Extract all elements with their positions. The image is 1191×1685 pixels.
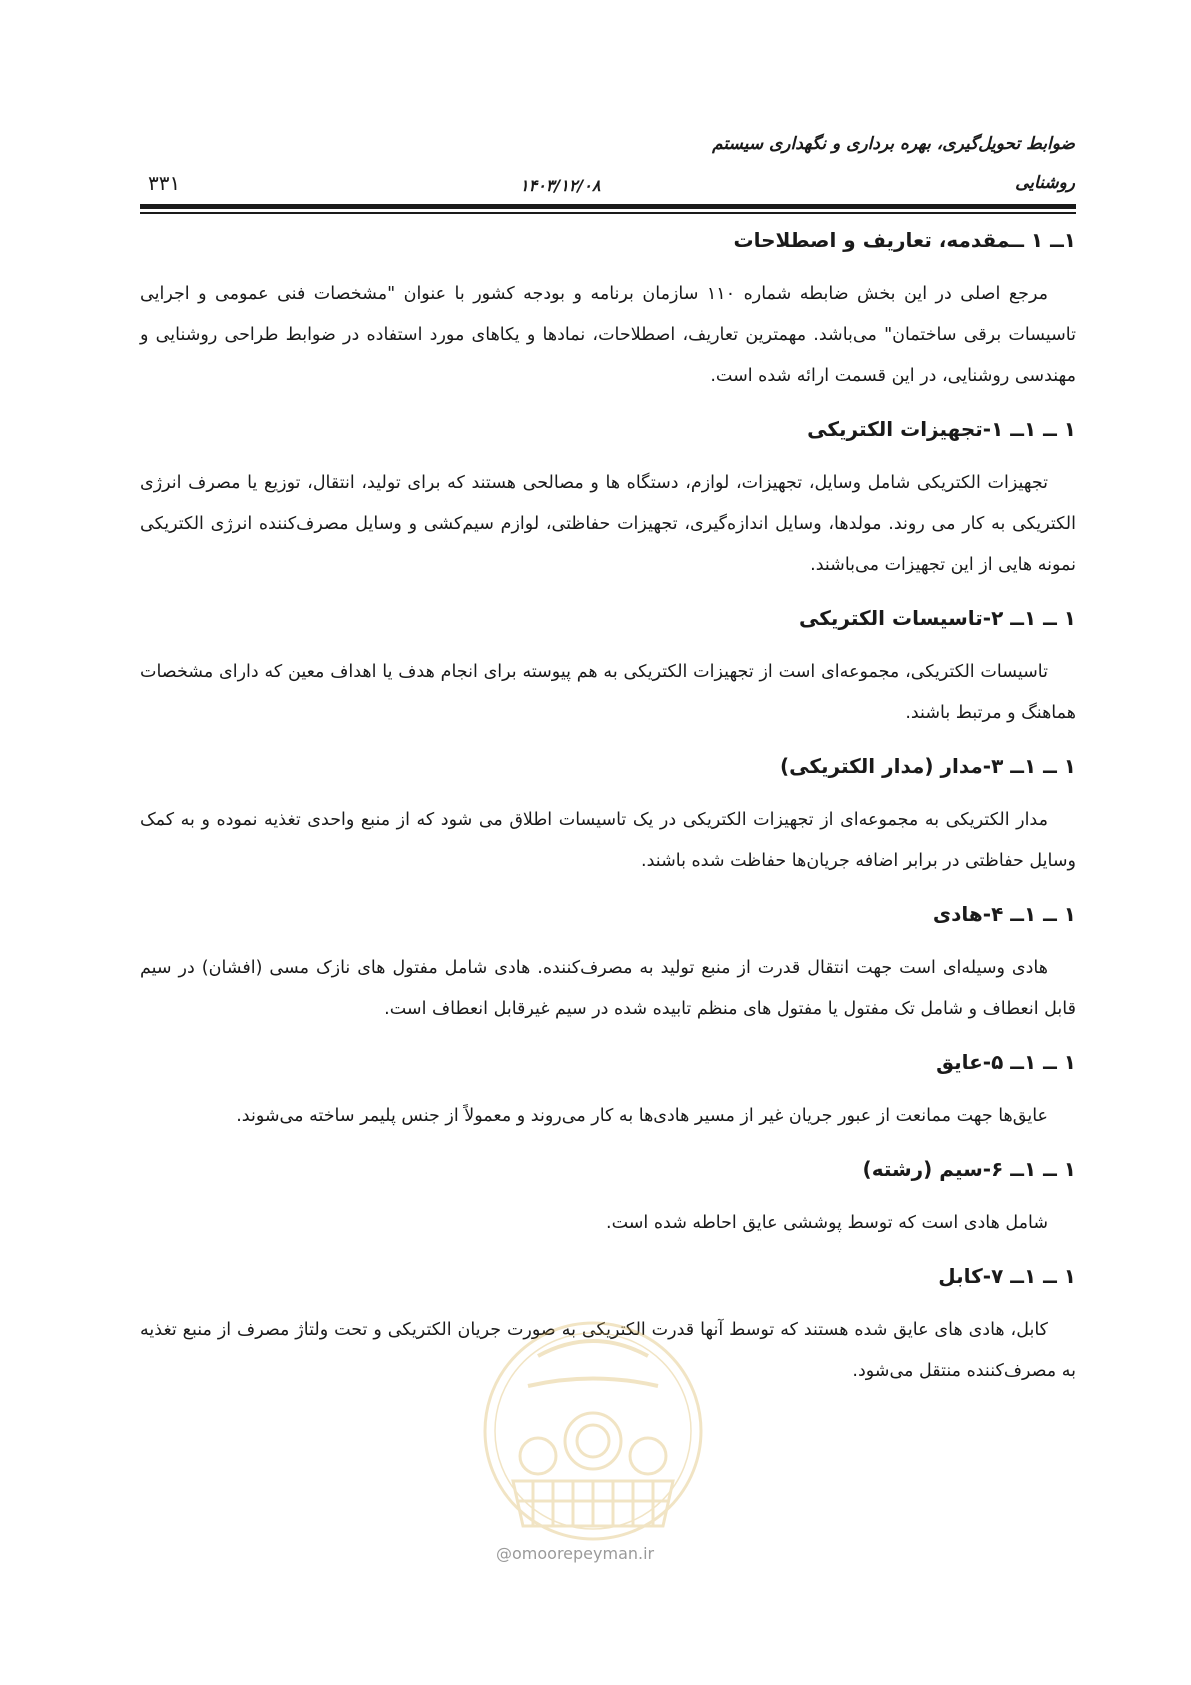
section-heading: ۱ ــ ۱ــ ۷-کابل [938, 1264, 1076, 1288]
header-subtitle: روشنایی [1015, 173, 1075, 193]
section-paragraph: مدار الکتریکی به مجموعه‌ای از تجهیزات الکتریکی در یک تاسیسات اطلاق می شود که از منبع واحدی تغذیه نموده و به کمک وسایل حفاظتی در برابر اضافه جریان‌ها حفاظت شده باشند. [140, 810, 1076, 871]
header-title: ضوابط تحویل‌گیری، بهره برداری و نگهداری سیستم [712, 134, 1075, 154]
header-rule-thin [140, 212, 1076, 214]
section-paragraph: شامل هادی است که توسط پوششی عایق احاطه شده است. [606, 1213, 1048, 1233]
section-paragraph: تجهیزات الکتریکی شامل وسایل، تجهیزات، لوازم، دستگاه ها و مصالحی هستند که برای تولید، انتقال، توزیع یا مصرف انرژی الکتریکی به کار می روند. مولدها، وسایل اندازه‌گیری، تجهیزات حفاظتی، لوازم سیم‌کشی و وسایل مصرف‌کننده انرژی الکتریکی نمونه هایی از این تجهیزات می‌باشند. [140, 473, 1076, 575]
section-heading: ۱ ــ ۱ــ ۵-عایق [936, 1050, 1076, 1074]
watermark-at-icon: @ [496, 1544, 512, 1563]
section-paragraph: مرجع اصلی در این بخش ضابطه شماره ۱۱۰ سازمان برنامه و بودجه کشور با عنوان "مشخصات فنی عمومی و اجرایی تاسیسات برقی ساختمان" می‌باشد. مهمترین تعاریف، اصطلاحات، نمادها و یکاهای مورد استفاده در ضوابط طراحی روشنایی و مهندسی روشنایی، در این قسمت ارائه شده است. [140, 284, 1076, 386]
section-paragraph: تاسیسات الکتریکی، مجموعه‌ای است از تجهیزات الکتریکی به هم پیوسته برای انجام هدف یا اهداف معین که دارای مشخصات هماهنگ و مرتبط باشند. [140, 662, 1076, 723]
page-number: ۳۳۱ [148, 171, 181, 195]
watermark-logo-icon [478, 1316, 708, 1546]
header-rule-thick [140, 204, 1076, 209]
section-heading: ۱ ــ ۱ــ ۴-هادی [932, 902, 1076, 926]
section-heading: ۱ ــ ۱ــ ۳-مدار (مدار الکتریکی) [780, 754, 1076, 778]
section-paragraph: هادی وسیله‌ای است جهت انتقال قدرت از منبع تولید به مصرف‌کننده. هادی شامل مفتول های نازک مسی (افشان) در سیم قابل انعطاف و شامل تک مفتول یا مفتول های منظم تابیده شده در سیم غیرقابل انعطاف است. [140, 958, 1076, 1019]
watermark-url: @omoorepeyman.ir [496, 1544, 655, 1563]
section-heading: ۱ ــ ۱ــ ۱-تجهیزات الکتریکی [807, 417, 1076, 441]
page-content [140, 222, 1076, 1392]
section-heading: ۱ــ ۱ ــمقدمه، تعاریف و اصطلاحات [733, 228, 1076, 252]
section-heading: ۱ ــ ۱ــ ۲-تاسیسات الکتریکی [799, 606, 1076, 630]
section-heading: ۱ ــ ۱ــ ۶-سیم (رشته) [862, 1157, 1076, 1181]
section-paragraph: کابل، هادی های عایق شده هستند که توسط آنها قدرت الکتریکی به صورت جریان الکتریکی و تحت ولتاژ مصرف از منبع تغذیه به مصرف‌کننده منتقل می‌شود. [140, 1320, 1076, 1381]
section-paragraph: عایق‌ها جهت ممانعت از عبور جریان غیر از مسیر هادی‌ها به کار می‌روند و معمولاً از جنس پلیمر ساخته می‌شوند. [236, 1106, 1048, 1126]
header-date: ۱۴۰۳/۱۲/۰۸ [520, 176, 601, 195]
